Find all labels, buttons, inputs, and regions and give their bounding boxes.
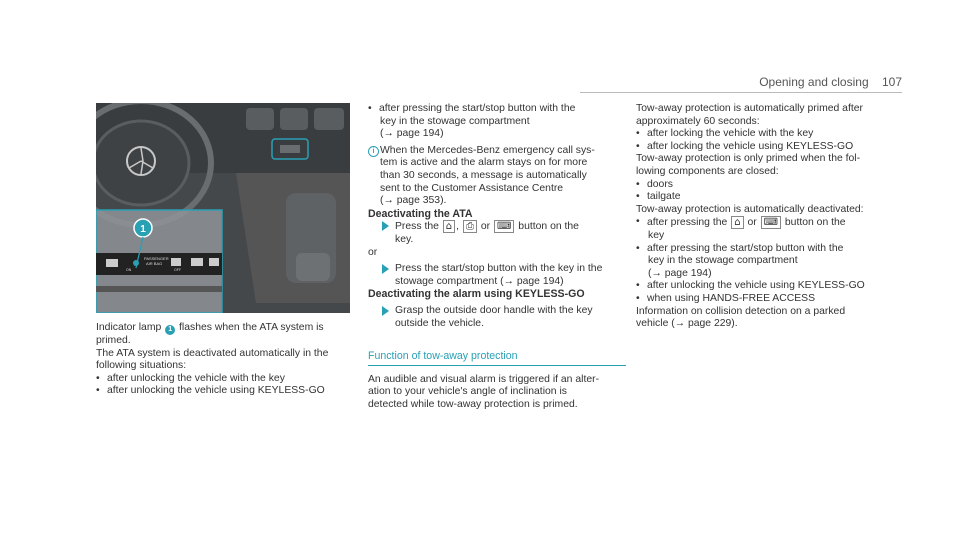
list-item: • after unlocking the vehicle using KEYLESS-GO xyxy=(96,385,354,398)
dashboard-photo xyxy=(96,103,350,313)
page-header xyxy=(759,75,902,89)
step-item: Press the ⌂ , ⎙ or ⌨ button on the key. xyxy=(368,220,626,246)
heading-deactivating-alarm: Deactivating the alarm using KEYLESS-GO xyxy=(368,288,585,301)
header-title: Opening and closing xyxy=(759,75,869,89)
step-item: Grasp the outside door handle with the key outside the vehicle. xyxy=(368,305,626,330)
lock-button-icon: ⌂ xyxy=(443,220,455,233)
on-label: ON xyxy=(126,268,132,272)
tailgate-button-icon: ⌨ xyxy=(494,220,514,233)
tailgate-button-icon: ⌨ xyxy=(761,216,781,229)
list-item: • after locking the vehicle using KEYLESS-GO xyxy=(636,141,906,154)
list-item: • doors xyxy=(636,179,906,192)
svg-text:1: 1 xyxy=(140,224,146,235)
list-item: • tailgate xyxy=(636,191,906,204)
list-item: • after unlocking the vehicle with the key xyxy=(96,373,354,386)
column-3: Tow-away protection is automatically primed after approximately 60 seconds: • after locking the vehicle with the key • after locking the vehicle using KEYLESS-GO Tow-away protection is only primed when the fol- lowing components are closed: • doors • tailgate Tow-away protection is automatically deactivated: • after pressing the ⌂ or ⌨ button on the key • after pressing the start/stop button with the key in the stowage compartment (→ page 194) • after unlocking the vehicle using KEYLESS-GO • when using HANDS-FREE ACCESS Information on collision detection on a parked vehicle (→ page 229). xyxy=(636,103,906,331)
off-label: OFF xyxy=(174,268,181,272)
ata-indicator-lamp xyxy=(133,260,139,266)
list-item: • after unlocking the vehicle using KEYLESS-GO xyxy=(636,280,906,293)
column-1 xyxy=(96,322,354,398)
unlock-button-icon: ⎙ xyxy=(463,220,477,233)
info-note: i When the Mercedes-Benz emergency call sys- tem is active and the alarm stays on for more than 30 seconds, a message is automatically sent to the Customer Assistance Centre (→ page 353). xyxy=(368,145,626,208)
or-text: or xyxy=(368,246,378,258)
list-item: • after pressing the start/stop button with the xyxy=(368,103,626,116)
info-icon: i xyxy=(368,146,379,157)
section-title: Function of tow-away protection xyxy=(368,350,518,363)
list-item: • after pressing the ⌂ or ⌨ button on the xyxy=(636,216,906,230)
passenger-label: PASSENGER xyxy=(144,256,169,261)
callout-1-badge: 1 xyxy=(165,325,175,335)
dashboard-illustration xyxy=(96,103,350,313)
step-item: Press the start/stop button with the key in the stowage compartment (→ page 194) xyxy=(368,263,626,288)
airbag-icon xyxy=(106,259,118,267)
airbag-label: AIR BAG xyxy=(146,261,163,266)
page-number: 107 xyxy=(881,75,902,89)
step-arrow-icon xyxy=(382,221,389,231)
list-item: • after pressing the start/stop button with the xyxy=(636,243,906,256)
list-item: • when using HANDS-FREE ACCESS xyxy=(636,293,906,306)
deactivation-intro: The ATA system is deactivated automatically in the following situations: xyxy=(96,347,329,372)
step-arrow-icon xyxy=(382,306,389,316)
list-item: • after locking the vehicle with the key xyxy=(636,128,906,141)
lock-button-icon: ⌂ xyxy=(731,216,743,229)
column-2: • after pressing the start/stop button with the key in the stowage compartment (→ page 194) i When the Mercedes-Benz emergency call sys- tem is active and the alarm stays on for more than 30 seconds, a message is automatically sent to the Customer Assistance Centre (→ page 353). Deactivating the ATA Press the ⌂ , ⎙ or ⌨ button on the key. or Press the start/stop button with the key in the stowage compartment (→ page 194) Deactivating the alarm using KEYLESS-GO Grasp the outside door handle with the key outside the vehicle. Function of tow-away protection An audible and visual alarm is triggered if an alter- ation to your vehicle's angle of inclination is detected while tow-away protection is primed. xyxy=(368,103,626,411)
heading-deactivating-ata: Deactivating the ATA xyxy=(368,207,473,220)
step-arrow-icon xyxy=(382,264,389,274)
indicator-paragraph: Indicator lamp 1 flashes when the ATA system is primed. xyxy=(96,322,324,346)
header-rule xyxy=(580,92,902,93)
